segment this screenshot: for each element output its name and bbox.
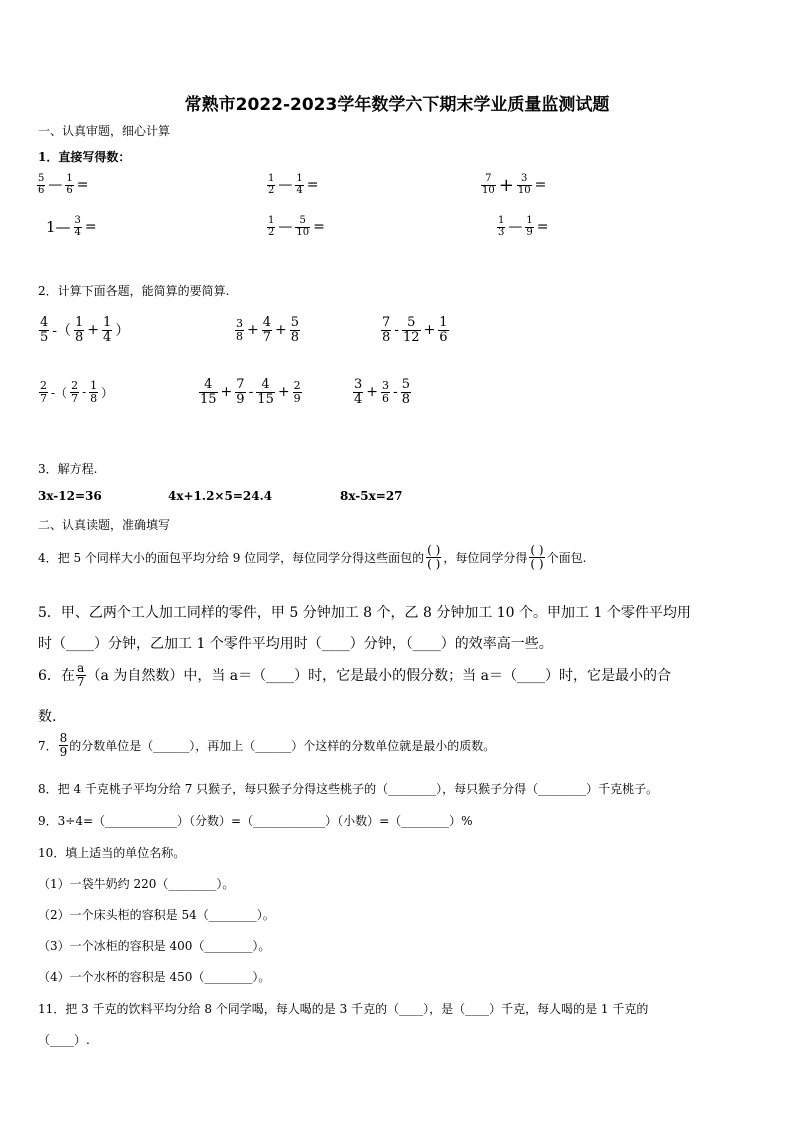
q3-equation-2: 4x+1.2×5=24.4 — [168, 489, 273, 503]
page-title: 常熟市2022-2023学年数学六下期末学业质量监测试题 — [184, 95, 610, 115]
q1-item-4: 1— $\frac{3}{4}$ = — [46, 215, 97, 238]
q10-item-2: （2）一个床头柜的容积是 54（________）。 — [38, 908, 275, 922]
q2-expr-3: 7 8 - 5 12 + $\frac{1}{6}$ — [382, 315, 448, 345]
q2-expr-1: 4 5 -（ 1 8 + $\frac{1}{4}$ ） — [40, 315, 130, 345]
q5-line-2: 时（____）分钟，乙加工 1 个零件平均用时（____）分钟，（____）的效率高一些。 — [38, 636, 553, 652]
q6-line-2: 数. — [38, 709, 57, 725]
q2-expr-6: 3 4 + $\frac{3}{6}$ - 5 8 — [354, 377, 411, 407]
q1-item-1: 5 6 — $\frac{1}{6}$ = — [38, 173, 89, 196]
q11-line-2: （____）. — [38, 1033, 90, 1047]
q1-item-6: 1 3 — $\frac{1}{9}$ = — [498, 215, 549, 238]
q3-equation-1: 3x-12=36 — [38, 489, 102, 503]
q1-item-3: 7 10 + $\frac{3}{10}$ = — [482, 173, 547, 196]
q1-item-2: 1 2 — $\frac{1}{4}$ = — [268, 173, 319, 196]
q6-line-1: 6．在 a 7 （a 为自然数）中，当 a＝（____）时，它是最小的假分数；当 a＝（____）时，它是最小的合 — [38, 661, 671, 689]
section-2-heading: 二、认真读题，准确填写 — [38, 518, 171, 532]
q2-label: 2．计算下面各题，能简算的要简算. — [38, 284, 230, 298]
q7: 7． 8 9 的分数单位是（______），再加上（______）个这样的分数单位就是最小的质数。 — [38, 731, 496, 759]
q10-item-3: （3）一个冰柜的容积是 400（________）。 — [38, 939, 271, 953]
q10-label: 10．填上适当的单位名称。 — [38, 846, 186, 860]
q5-line-1: 5．甲、乙两个工人加工同样的零件，甲 5 分钟加工 8 个，乙 8 分钟加工 10 个。甲加工 1 个零件平均用 — [38, 605, 691, 621]
q10-item-4: （4）一个水杯的容积是 450（________）。 — [38, 970, 271, 984]
q1-label: 1．直接写得数： — [38, 150, 131, 164]
q1-item-5: 1 2 — $\frac{5}{10}$ = — [268, 215, 325, 238]
q9: 9．3÷4=（____________）（分数）=（____________）（小数）=（________）% — [38, 814, 473, 828]
q2-expr-2: 3 8 + $\frac{4}{7}$ + $\frac{5}{8}$ — [236, 315, 300, 345]
q2-expr-5: 4 15 + $\frac{7}{9}$ - 4 15 + $\frac{2}{9}$ — [200, 377, 301, 407]
q8: 8．把 4 千克桃子平均分给 7 只猴子，每只猴子分得这些桃子的（________），每只猴子分得（________）千克桃子。 — [38, 782, 659, 796]
section-1-heading: 一、认真审题，细心计算 — [38, 124, 171, 138]
q10-item-1: （1）一袋牛奶约 220（________）。 — [38, 877, 235, 891]
q3-label: 3．解方程. — [38, 462, 98, 476]
q4: 4．把 5 个同样大小的面包平均分给 9 位同学，每位同学分得这些面包的 ( ) ( ) ，每位同学分得 ( ) ( ) 个面包. — [38, 543, 587, 571]
q3-equation-3: 8x-5x=27 — [340, 489, 403, 503]
q11-line-1: 11．把 3 千克的饮料平均分给 8 个同学喝，每人喝的是 3 千克的（____），是（____）千克，每人喝的是 1 千克的 — [38, 1002, 649, 1016]
q2-expr-4: 2 7 -（ 2 7 - 1 8 ） — [40, 379, 114, 405]
